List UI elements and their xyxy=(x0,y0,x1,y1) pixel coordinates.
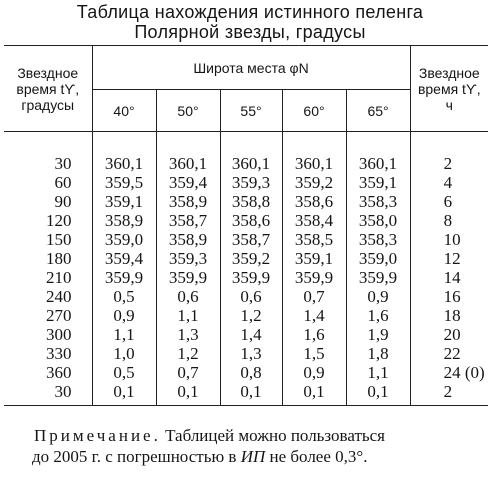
cell-v50: 360,1 xyxy=(156,132,220,174)
cell-v55: 0,8 xyxy=(220,363,282,382)
footnote-ip: ИП xyxy=(240,447,266,466)
table-row xyxy=(4,268,488,287)
cell-deg: 30 xyxy=(4,132,92,174)
cell-deg: 330 xyxy=(4,344,92,363)
cell-v65: 359,0 xyxy=(346,249,410,268)
table-body xyxy=(4,132,488,406)
cell-v60: 1,4 xyxy=(282,306,346,325)
cell-v40: 359,0 xyxy=(92,230,156,249)
cell-v55: 1,3 xyxy=(220,344,282,363)
cell-deg: 120 xyxy=(4,211,92,230)
cell-v65: 358,3 xyxy=(346,230,410,249)
cell-v50: 1,2 xyxy=(156,344,220,363)
cell-v55: 360,1 xyxy=(220,132,282,174)
cell-v65: 1,6 xyxy=(346,306,410,325)
cell-hours: 8 xyxy=(410,211,488,230)
table-row xyxy=(4,192,488,211)
column-header-65: 65° xyxy=(346,90,410,132)
title-line-2: Полярной звезды, градусы xyxy=(134,22,366,42)
column-header-50: 50° xyxy=(156,90,220,132)
cell-hours: 10 xyxy=(410,230,488,249)
left-header-line-1: Звездное xyxy=(17,64,79,81)
footnote-label: Примечание. xyxy=(34,426,161,445)
cell-v60: 0,7 xyxy=(282,287,346,306)
cell-deg: 300 xyxy=(4,325,92,344)
column-header-60: 60° xyxy=(282,90,346,132)
cell-v60: 358,4 xyxy=(282,211,346,230)
right-header xyxy=(410,46,488,132)
cell-hours: 14 xyxy=(410,268,488,287)
cell-v60: 359,9 xyxy=(282,268,346,287)
table-row xyxy=(4,249,488,268)
table-row xyxy=(4,363,488,382)
cell-v60: 1,5 xyxy=(282,344,346,363)
cell-hours: 2 xyxy=(410,382,488,406)
table-row xyxy=(4,211,488,230)
cell-hours: 18 xyxy=(410,306,488,325)
column-header-55: 55° xyxy=(220,90,282,132)
table-row xyxy=(4,325,488,344)
cell-v55: 359,3 xyxy=(220,173,282,192)
cell-v50: 359,9 xyxy=(156,268,220,287)
table-row xyxy=(4,230,488,249)
table-row xyxy=(4,173,488,192)
cell-v55: 359,2 xyxy=(220,249,282,268)
footnote-line-2 xyxy=(32,446,367,467)
cell-v55: 0,1 xyxy=(220,382,282,406)
right-header-line-3: ч xyxy=(445,96,453,113)
cell-deg: 240 xyxy=(4,287,92,306)
right-header-line-1: Звездное xyxy=(418,64,480,81)
cell-v40: 359,9 xyxy=(92,268,156,287)
cell-v50: 0,6 xyxy=(156,287,220,306)
cell-v50: 1,1 xyxy=(156,306,220,325)
cell-v55: 0,6 xyxy=(220,287,282,306)
cell-hours: 2 xyxy=(410,132,488,174)
cell-v65: 358,0 xyxy=(346,211,410,230)
cell-deg: 270 xyxy=(4,306,92,325)
cell-v40: 359,4 xyxy=(92,249,156,268)
cell-v40: 359,5 xyxy=(92,173,156,192)
cell-v40: 1,1 xyxy=(92,325,156,344)
cell-v50: 0,1 xyxy=(156,382,220,406)
cell-v40: 360,1 xyxy=(92,132,156,174)
cell-v50: 359,3 xyxy=(156,249,220,268)
cell-v55: 358,6 xyxy=(220,211,282,230)
cell-v55: 1,2 xyxy=(220,306,282,325)
cell-deg: 60 xyxy=(4,173,92,192)
cell-hours: 4 xyxy=(410,173,488,192)
cell-v65: 0,1 xyxy=(346,382,410,406)
cell-v50: 1,3 xyxy=(156,325,220,344)
cell-v65: 359,9 xyxy=(346,268,410,287)
footnote xyxy=(32,425,496,466)
footnote-line-1: Таблицей можно пользоваться xyxy=(160,426,386,445)
cell-deg: 150 xyxy=(4,230,92,249)
cell-v60: 0,1 xyxy=(282,382,346,406)
table-row xyxy=(4,132,488,174)
cell-v65: 360,1 xyxy=(346,132,410,174)
cell-v65: 1,8 xyxy=(346,344,410,363)
cell-deg: 180 xyxy=(4,249,92,268)
cell-v65: 1,1 xyxy=(346,363,410,382)
cell-hours: 24 (0) xyxy=(410,363,488,382)
right-header-line-2: время tϒ, xyxy=(417,80,481,97)
footnote-line-2-b: не более 0,3°. xyxy=(265,447,368,466)
cell-v60: 0,9 xyxy=(282,363,346,382)
table-row xyxy=(4,344,488,363)
cell-deg: 360 xyxy=(4,363,92,382)
left-header-line-2: время tϒ, xyxy=(16,80,80,97)
cell-hours: 6 xyxy=(410,192,488,211)
cell-v50: 358,9 xyxy=(156,192,220,211)
cell-v60: 358,6 xyxy=(282,192,346,211)
cell-hours: 20 xyxy=(410,325,488,344)
cell-v55: 358,8 xyxy=(220,192,282,211)
column-header-40: 40° xyxy=(92,90,156,132)
cell-v55: 359,9 xyxy=(220,268,282,287)
cell-v40: 1,0 xyxy=(92,344,156,363)
cell-hours: 22 xyxy=(410,344,488,363)
cell-deg: 30 xyxy=(4,382,92,406)
cell-v60: 358,5 xyxy=(282,230,346,249)
cell-hours: 16 xyxy=(410,287,488,306)
cell-v60: 360,1 xyxy=(282,132,346,174)
cell-v40: 0,9 xyxy=(92,306,156,325)
cell-v65: 1,9 xyxy=(346,325,410,344)
cell-v40: 359,1 xyxy=(92,192,156,211)
bearing-table xyxy=(4,45,488,406)
cell-v60: 359,1 xyxy=(282,249,346,268)
cell-v50: 358,7 xyxy=(156,211,220,230)
cell-v50: 359,4 xyxy=(156,173,220,192)
cell-v40: 0,1 xyxy=(92,382,156,406)
cell-v50: 358,9 xyxy=(156,230,220,249)
cell-deg: 90 xyxy=(4,192,92,211)
footnote-line-2-a: до 2005 г. с погрешностью в xyxy=(32,447,241,466)
left-header xyxy=(4,46,92,132)
cell-v50: 0,7 xyxy=(156,363,220,382)
cell-v60: 359,2 xyxy=(282,173,346,192)
cell-v40: 358,9 xyxy=(92,211,156,230)
table-row xyxy=(4,382,488,406)
cell-v40: 0,5 xyxy=(92,363,156,382)
cell-v60: 1,6 xyxy=(282,325,346,344)
cell-v65: 358,3 xyxy=(346,192,410,211)
left-header-line-3: градусы xyxy=(21,96,75,113)
cell-hours: 12 xyxy=(410,249,488,268)
table-title xyxy=(0,2,500,42)
cell-v40: 0,5 xyxy=(92,287,156,306)
cell-v55: 1,4 xyxy=(220,325,282,344)
table-row xyxy=(4,287,488,306)
latitude-header: Широта места φN xyxy=(92,46,410,90)
cell-v65: 0,9 xyxy=(346,287,410,306)
cell-deg: 210 xyxy=(4,268,92,287)
cell-v65: 359,1 xyxy=(346,173,410,192)
cell-v55: 358,7 xyxy=(220,230,282,249)
title-line-1: Таблица нахождения истинного пеленга xyxy=(76,2,424,22)
table-row xyxy=(4,306,488,325)
